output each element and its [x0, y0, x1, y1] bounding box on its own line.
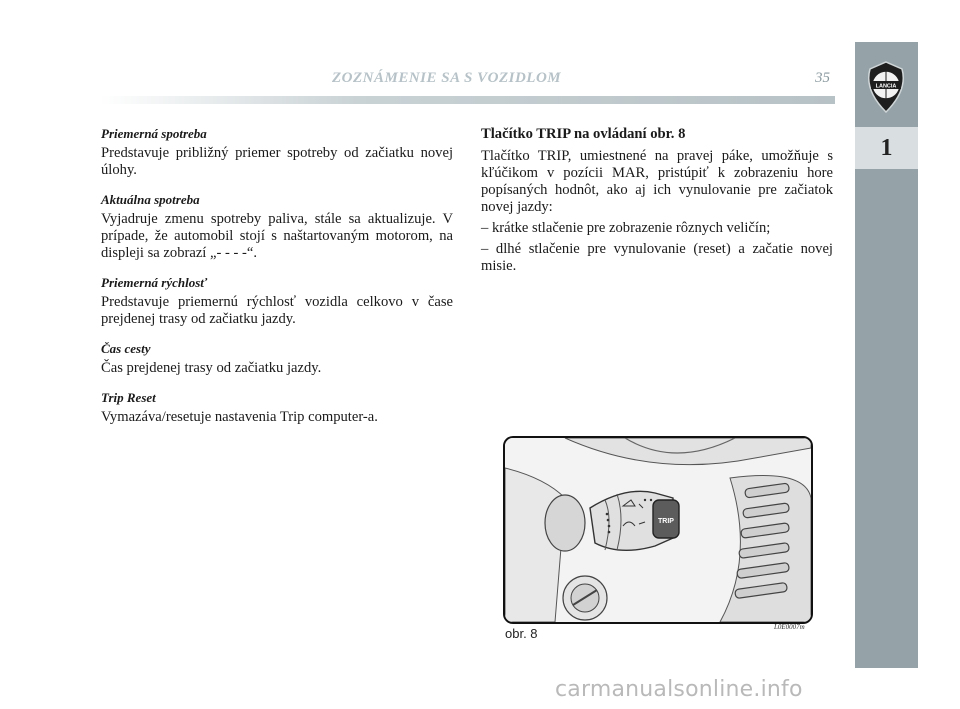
- section-body: Vymazáva/resetuje nastavenia Trip computer-a.: [101, 409, 378, 425]
- page-number: 35: [815, 70, 830, 86]
- trip-button-heading: Tlačítko TRIP na ovládaní obr. 8: [481, 126, 686, 142]
- trip-button-description: Tlačítko TRIP, umiestnené na pravej páke, umožňuje s kľúčikom v pozícii MAR, pristúpiť k zobrazeniu hore popísaných hodnôt, ako aj ich vynulovanie pre začiatok novej jazdy:: [481, 148, 833, 215]
- section-heading: Priemerná spotreba: [101, 126, 207, 141]
- left-column: [101, 126, 453, 439]
- section-heading: Čas cesty: [101, 341, 151, 356]
- logo-text: LANCIA: [875, 83, 897, 90]
- lancia-logo-icon: [862, 60, 910, 114]
- section-priemerna-rychlost: [101, 275, 453, 328]
- trip-stalk-illustration: [503, 436, 813, 624]
- list-item: – dlhé stlačenie pre vynulovanie (reset) a začatie novej misie.: [481, 241, 833, 274]
- right-column: [481, 126, 833, 275]
- section-aktualna-spotreba: [101, 192, 453, 262]
- section-trip-reset: [101, 390, 453, 426]
- section-body: Predstavuje priemernú rýchlosť vozidla celkovo v čase prejdenej trasy od začiatku jazdy.: [101, 294, 453, 327]
- stalk-drawing: [505, 438, 811, 622]
- chapter-number: 1: [880, 135, 893, 161]
- watermark: carmanualsonline.info: [555, 677, 803, 702]
- section-cas-cesty: [101, 341, 453, 377]
- section-heading: Priemerná rýchlosť: [101, 275, 208, 290]
- section-body: Čas prejdenej trasy od začiatku jazdy.: [101, 360, 322, 376]
- figure-caption: obr. 8: [505, 626, 538, 641]
- figure-code: L0E0007m: [774, 623, 805, 631]
- section-heading: Aktuálna spotreba: [101, 192, 200, 207]
- header-title: ZOZNÁMENIE SA S VOZIDLOM: [332, 70, 562, 86]
- chapter-tab: [855, 127, 918, 169]
- section-body: Predstavuje približný priemer spotreby od začiatku novej úlohy.: [101, 145, 453, 178]
- section-priemerna-spotreba: [101, 126, 453, 179]
- header-rule: [100, 96, 835, 104]
- section-heading: Trip Reset: [101, 390, 156, 405]
- trip-button-label: TRIP: [658, 518, 674, 525]
- list-item: – krátke stlačenie pre zobrazenie rôznych veličín;: [481, 220, 771, 236]
- section-body: Vyjadruje zmenu spotreby paliva, stále sa aktualizuje. V prípade, že automobil stojí s naštartovaným motorom, na displeji sa zobrazí „- - - -“.: [101, 211, 453, 261]
